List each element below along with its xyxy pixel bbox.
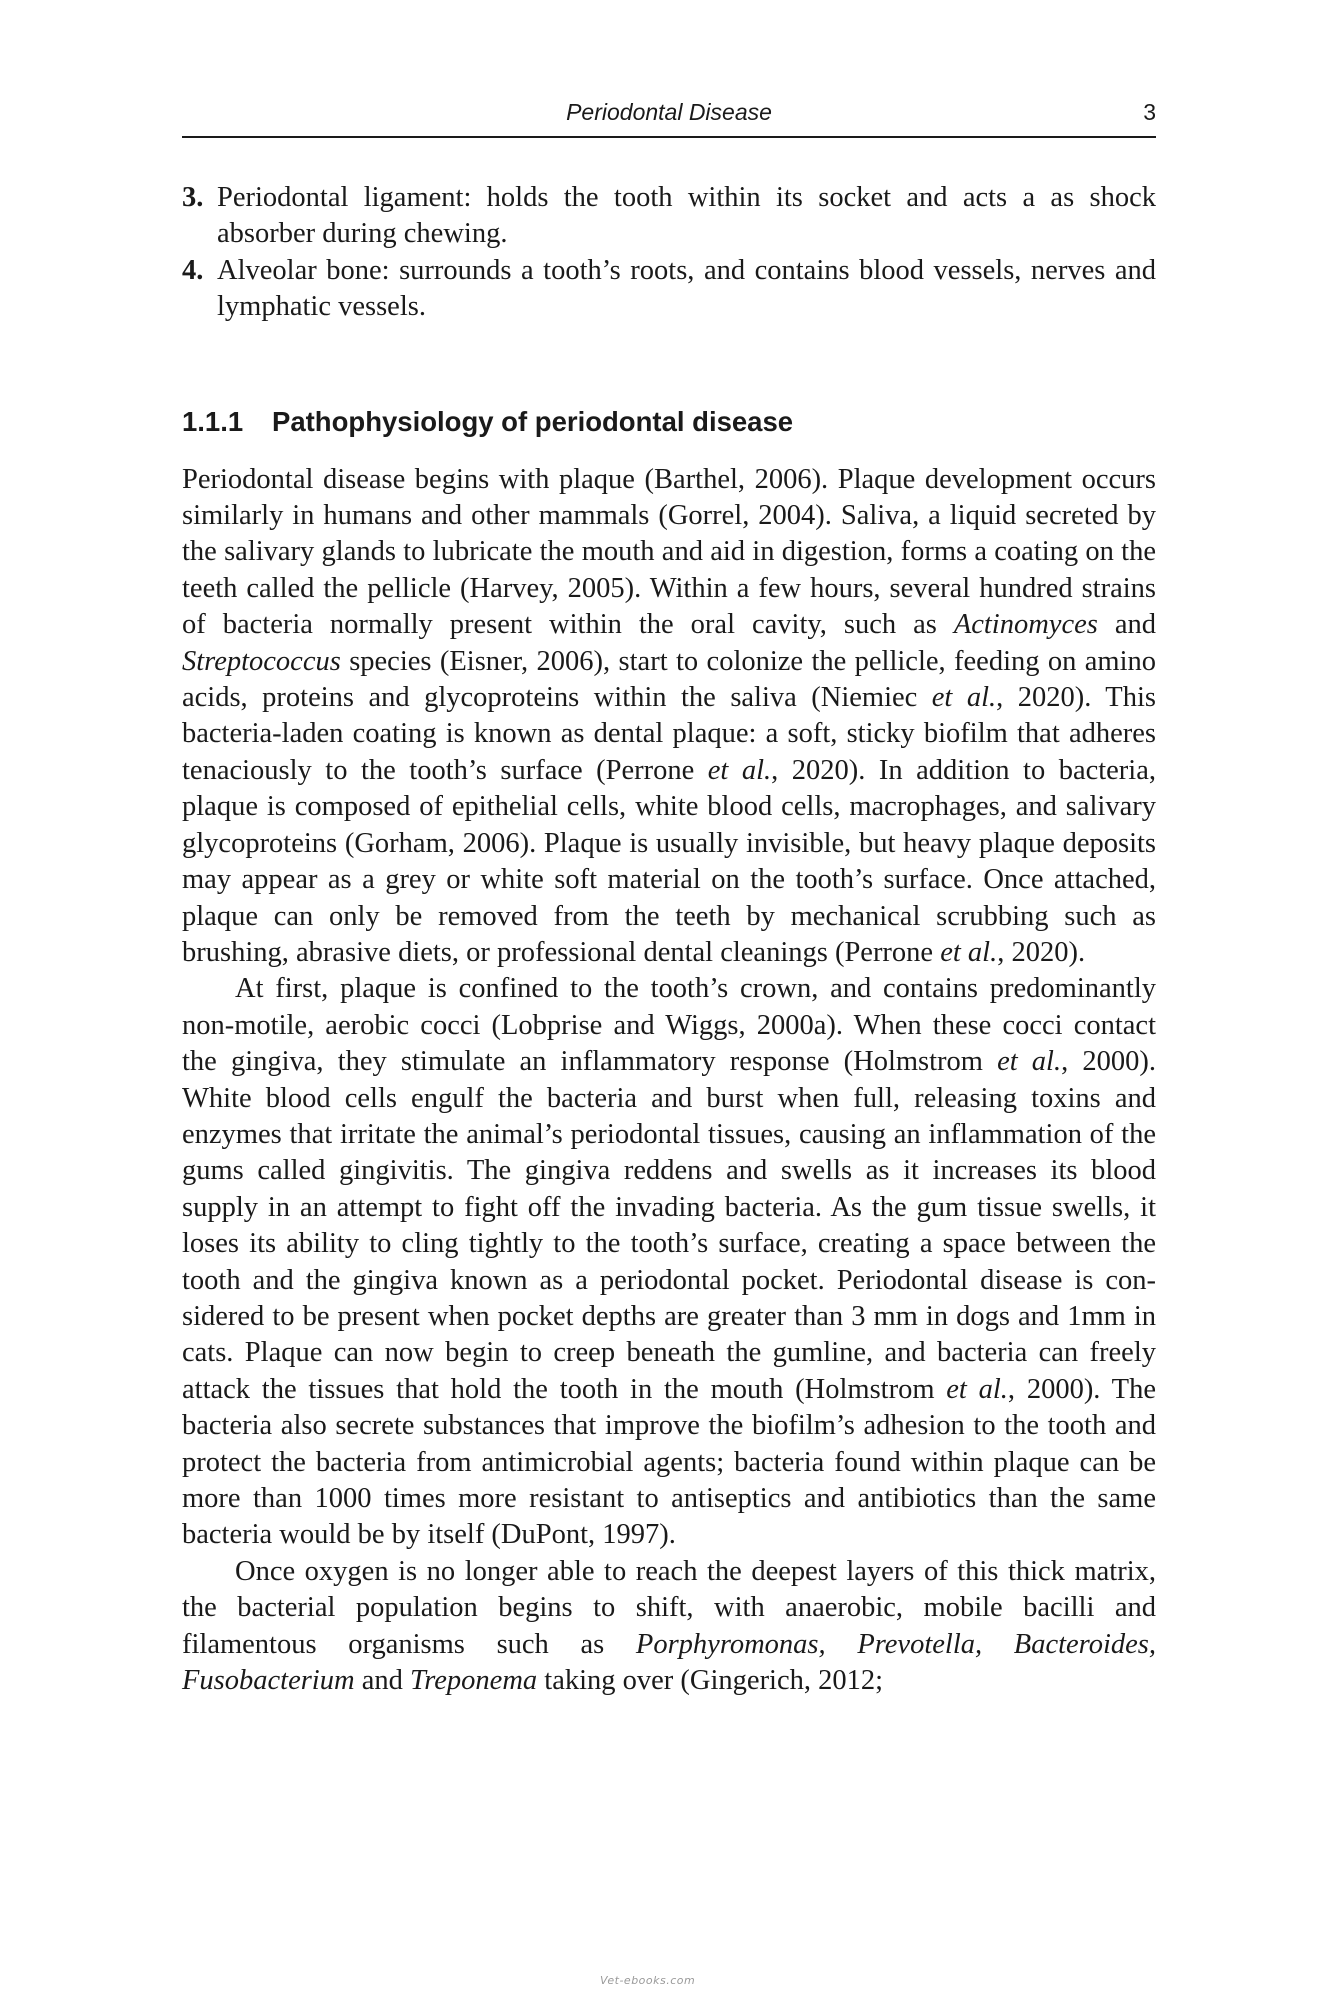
text-run: , 2020). In addition to bacteria, plaque is composed of epithelial cells, white blood cells, macrophages, and salivary glycoproteins (Gorham, 2006). Plaque is usually invisible, but heavy plaque deposits may appear as a grey or white soft material on the tooth’s surface. Once attached, plaque can only be removed from the teeth by mechanical scrubbing such as brushing, abrasive diets, or professional dental cleanings (Perrone: [182, 754, 1156, 968]
italic-run: Streptococcus: [182, 645, 341, 677]
italic-run: et al.: [707, 754, 772, 786]
paragraph: [182, 1554, 1156, 1700]
text-run: Once oxygen is no longer able to reach the deepest layers of this thick matrix, the bacterial population begins to shift, with anaerobic, mobile bacilli and filamentous organisms such as: [182, 1555, 1156, 1660]
section-number: 1.1.1: [182, 405, 244, 437]
list-item-text: Alveolar bone: surrounds a tooth’s roots, and contains blood vessels, nerves and lymphatic vessels.: [217, 254, 1156, 323]
text-run: , 2020). This bacteria-laden coating is known as dental plaque: a soft, sticky biofilm that adheres tenaciously to the tooth’s surface (Perrone: [182, 682, 1156, 786]
text-run: , 2020).: [997, 936, 1086, 968]
paragraph: [182, 971, 1156, 1554]
list-item: [182, 253, 1156, 326]
watermark: Vet-ebooks.com: [600, 1974, 696, 1987]
running-head: [182, 92, 1156, 138]
italic-run: et al.: [931, 682, 997, 714]
text-run: Periodontal disease begins with plaque (Barthel, 2006). Plaque development occurs similarly in humans and other mammals (Gorrel, 2004). Saliva, a liquid secreted by the salivary glands to lubricate the mouth and aid in digestion, forms a coating on the teeth called the pellicle (Harvey, 2005). Within a few hours, several hundred strains of bacteria normally present within the oral cavity, such as: [182, 463, 1156, 641]
page-number: 3: [1143, 99, 1156, 125]
text-run: , 2000). The bacteria also secrete substances that improve the biofilm’s adhesion to the tooth and protect the bacteria from antimicrobial agents; bacteria found within plaque can be more than 1000 times more resistant to antiseptics and antibiotics than the same bacteria would be by itself (DuPont, 1997).: [182, 1373, 1156, 1551]
text-run: species (Eisner, 2006), start to colonize the pellicle, feeding on amino acids, proteins and glycoproteins within the saliva (Niemiec: [182, 645, 1156, 714]
running-title: Periodontal Disease: [566, 99, 772, 125]
section-title: Pathophysiology of periodontal disease: [272, 405, 794, 437]
italic-run: Porphyromonas, Prevotella, Bacteroides, Fusobacterium: [182, 1628, 1156, 1697]
text-run: and: [354, 1665, 410, 1697]
numbered-list: [182, 180, 1156, 326]
section-heading: [182, 404, 1156, 440]
paragraph: [182, 462, 1156, 972]
text-run: and: [1097, 609, 1156, 641]
italic-run: Actinomyces: [953, 609, 1098, 641]
list-item-number: 3.: [182, 182, 204, 213]
list-item-number: 4.: [182, 254, 204, 286]
body-text: [182, 462, 1156, 1700]
italic-run: et al.: [997, 1046, 1062, 1078]
book-page: [182, 92, 1156, 1699]
list-item: [182, 180, 1156, 253]
text-run: At first, plaque is confined to the tooth’s crown, and contains predominantly non-motile, aerobic cocci (Lobprise and Wiggs, 2000a). When these cocci contact the gingiva, they stimulate an inflammatory response (Holmstrom: [182, 973, 1156, 1078]
italic-run: Treponema: [409, 1665, 538, 1697]
text-run: , 2000). White blood cells engulf the bacteria and burst when full, releasing toxins and enzymes that irritate the animal’s periodontal tissues, causing an inflammation of the gums called gingivitis. The gingiva reddens and swells as it increases its blood supply in an attempt to fight off the invading bacteria. As the gum tissue swells, it loses its ability to cling tightly to the tooth’s surface, creating a space between the tooth and the gingiva known as a periodontal pocket. Periodontal disease is considered to be present when pocket depths are greater than 3 mm in dogs and 1mm in cats. Plaque can now begin to creep beneath the gumline, and bacteria can freely attack the tissues that hold the tooth in the mouth (Holmstrom: [182, 1046, 1156, 1405]
list-item-text: Periodontal ligament: holds the tooth within its socket and acts a as shock absorber during chewing.: [217, 182, 1156, 250]
text-run: taking over (Gingerich, 2012;: [537, 1665, 884, 1697]
italic-run: et al.: [940, 936, 998, 968]
italic-run: et al.: [946, 1373, 1008, 1405]
